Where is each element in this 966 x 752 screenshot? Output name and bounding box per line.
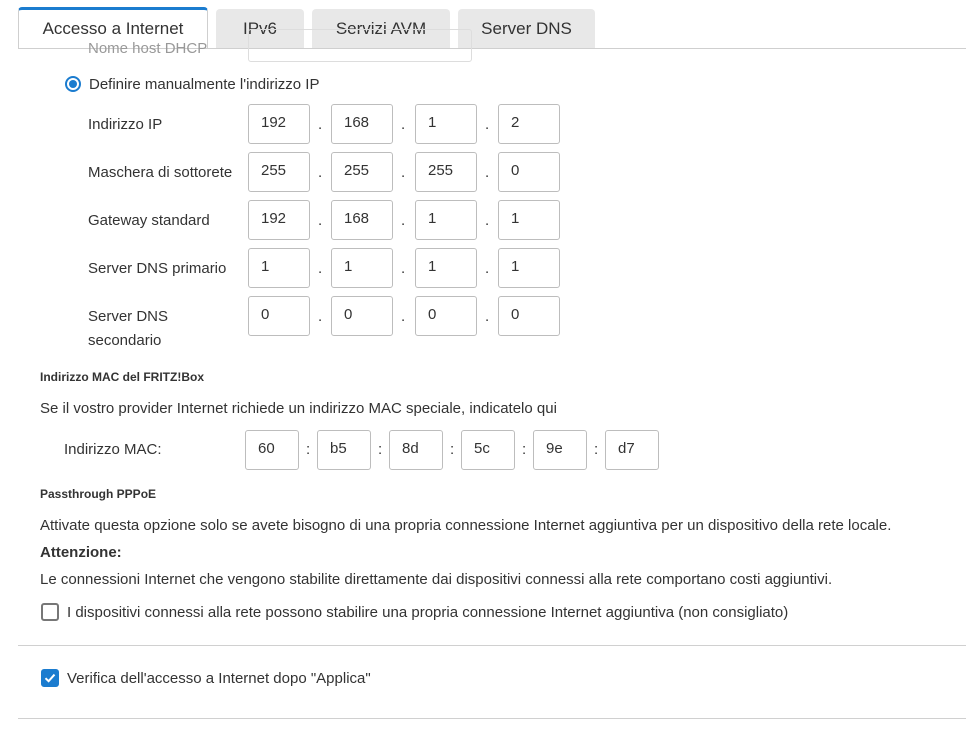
ip-octet-input[interactable]: 0 — [498, 296, 560, 336]
ip-octet-input[interactable]: 255 — [415, 152, 477, 192]
octet-separator: . — [318, 212, 323, 229]
octet-separator: . — [485, 212, 490, 229]
check-icon — [44, 672, 56, 684]
octet-separator: . — [401, 308, 406, 325]
ip-octet-input[interactable]: 192 — [248, 200, 310, 240]
ip-octet-input[interactable]: 1 — [498, 200, 560, 240]
octet-separator: . — [318, 116, 323, 133]
ip-octet-input[interactable]: 1 — [415, 248, 477, 288]
pppoe-description: Attivate questa opzione solo se avete bisogno di una propria connessione Internet aggiuntiva per un dispositivo della rete locale. — [40, 517, 892, 534]
octet-separator: . — [401, 212, 406, 229]
tab-label: Accesso a Internet — [42, 19, 184, 38]
ip-octet-input[interactable]: 0 — [415, 296, 477, 336]
pppoe-warning-title: Attenzione: — [40, 544, 122, 561]
mac-label: Indirizzo MAC: — [64, 441, 162, 458]
manual-ip-radio[interactable] — [65, 76, 81, 92]
octet-separator: . — [485, 116, 490, 133]
octet-separator: . — [318, 260, 323, 277]
mac-separator: : — [450, 441, 455, 458]
mac-part-input[interactable]: 5c — [461, 430, 515, 470]
ip-octet-input[interactable]: 168 — [331, 200, 393, 240]
manual-ip-radio-option[interactable] — [65, 74, 319, 94]
mac-part-input[interactable]: 9e — [533, 430, 587, 470]
octet-separator: . — [318, 164, 323, 181]
ip-octet-input[interactable]: 1 — [415, 104, 477, 144]
pppoe-warning-text: Le connessioni Internet che vengono stabilite direttamente dai dispositivi connessi alla rete comportano costi aggiuntivi. — [40, 571, 833, 588]
verify-internet-label[interactable]: Verifica dell'accesso a Internet dopo "Applica" — [67, 670, 371, 687]
octet-separator: . — [485, 164, 490, 181]
mac-separator: : — [378, 441, 383, 458]
primary-dns-label: Server DNS primario — [88, 260, 227, 277]
tab-label: Servizi AVM — [335, 18, 427, 38]
verify-internet-checkbox[interactable] — [41, 669, 59, 687]
radio-dot — [69, 80, 77, 88]
section-divider — [18, 645, 966, 646]
pppoe-passthrough-checkbox[interactable] — [41, 603, 59, 621]
ip-octet-input[interactable]: 1 — [331, 248, 393, 288]
octet-separator: . — [318, 308, 323, 325]
ip-octet-input[interactable]: 2 — [498, 104, 560, 144]
ip-octet-input[interactable]: 192 — [248, 104, 310, 144]
octet-separator: . — [485, 308, 490, 325]
mac-part-input[interactable]: d7 — [605, 430, 659, 470]
octet-separator: . — [485, 260, 490, 277]
mac-separator: : — [594, 441, 599, 458]
dhcp-hostname-label: Nome host DHCP — [88, 40, 208, 57]
octet-separator: . — [401, 164, 406, 181]
mac-description: Se il vostro provider Internet richiede un indirizzo MAC speciale, indicatelo qui — [40, 400, 557, 417]
ip-octet-input[interactable]: 1 — [248, 248, 310, 288]
subnet-mask-label: Maschera di sottorete — [88, 164, 233, 181]
tab-label: Server DNS — [481, 18, 572, 38]
secondary-dns-label-line2: secondario — [88, 332, 162, 349]
ip-octet-input[interactable]: 255 — [331, 152, 393, 192]
tab-label: IPv6 — [242, 18, 278, 38]
ip-octet-input[interactable]: 0 — [248, 296, 310, 336]
mac-part-input[interactable]: 8d — [389, 430, 443, 470]
manual-ip-label: Definire manualmente l'indirizzo IP — [89, 75, 320, 93]
ip-octet-input[interactable]: 0 — [498, 152, 560, 192]
pppoe-heading: Passthrough PPPoE — [40, 487, 157, 501]
ip-octet-input[interactable]: 1 — [415, 200, 477, 240]
ip-address-label: Indirizzo IP — [88, 116, 163, 133]
pppoe-passthrough-label[interactable]: I dispositivi connessi alla rete possono stabilire una propria connessione Internet aggiuntiva (non consigliato) — [67, 604, 789, 621]
mac-part-input[interactable]: 60 — [245, 430, 299, 470]
octet-separator: . — [401, 116, 406, 133]
dhcp-hostname-row-partial — [88, 40, 473, 63]
bottom-divider — [18, 718, 966, 719]
mac-separator: : — [306, 441, 311, 458]
tab-dns-server[interactable] — [458, 9, 595, 48]
ip-octet-input[interactable]: 255 — [248, 152, 310, 192]
ip-octet-input[interactable]: 168 — [331, 104, 393, 144]
ip-octet-input[interactable]: 1 — [498, 248, 560, 288]
octet-separator: . — [401, 260, 406, 277]
mac-separator: : — [522, 441, 527, 458]
dhcp-hostname-input[interactable] — [248, 29, 472, 62]
secondary-dns-label-line1: Server DNS — [88, 308, 169, 325]
mac-heading: Indirizzo MAC del FRITZ!Box — [40, 370, 204, 384]
ip-octet-input[interactable]: 0 — [331, 296, 393, 336]
mac-part-input[interactable]: b5 — [317, 430, 371, 470]
gateway-label: Gateway standard — [88, 212, 210, 229]
